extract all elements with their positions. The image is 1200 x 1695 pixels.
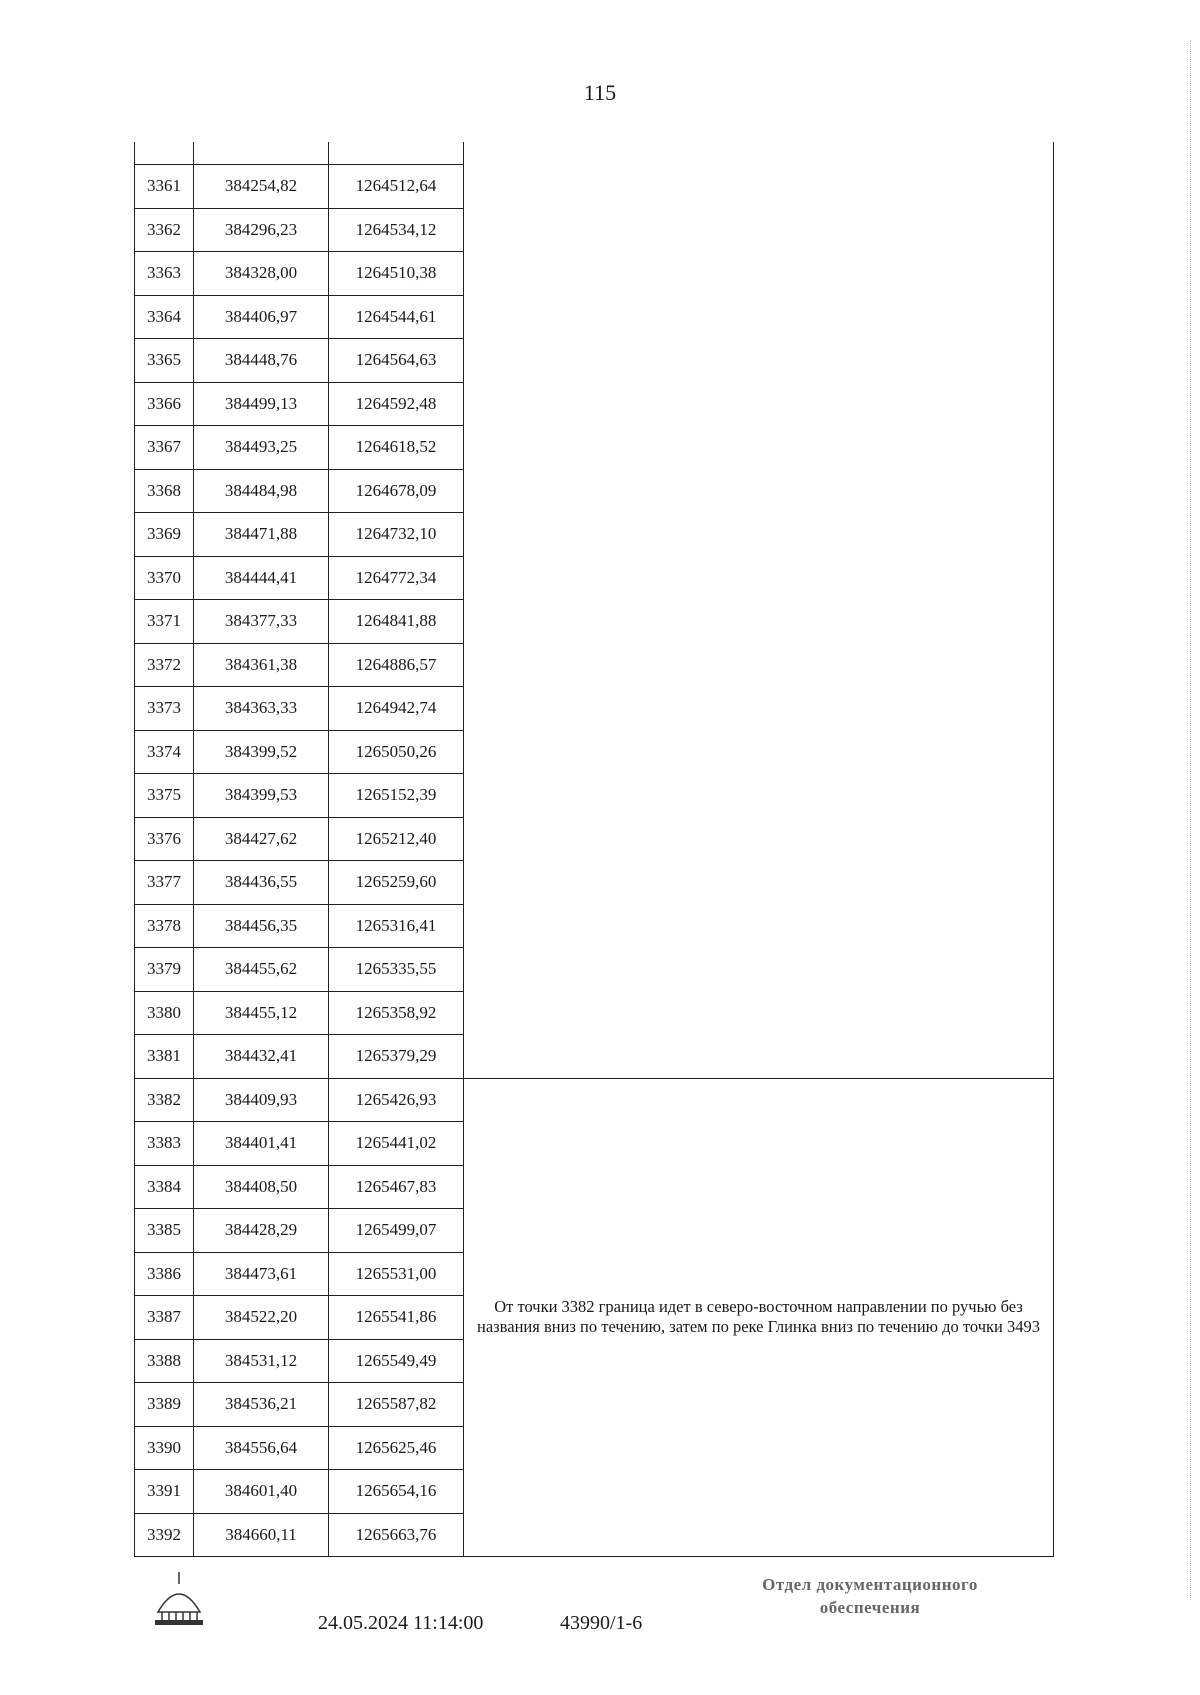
x-coordinate-cell: 384428,29 [194,1209,329,1253]
footer-doc-number: 43990/1-6 [560,1612,643,1634]
x-coordinate-cell: 384660,11 [194,1513,329,1557]
stamp-line-1: Отдел документационного [762,1575,978,1594]
coordinates-table-wrap [134,142,1054,1557]
margin-line [1190,40,1191,1600]
description-cell-empty [464,142,1054,1078]
point-number-cell: 3366 [135,382,194,426]
point-number-cell: 3363 [135,252,194,296]
point-number-cell: 3378 [135,904,194,948]
x-coordinate-cell: 384296,23 [194,208,329,252]
point-number-cell: 3362 [135,208,194,252]
point-number-cell: 3388 [135,1339,194,1383]
x-coordinate-cell: 384401,41 [194,1122,329,1166]
point-number-cell: 3364 [135,295,194,339]
x-coordinate-cell: 384493,25 [194,426,329,470]
page-number: 115 [583,80,617,105]
boundary-description-cell: От точки 3382 граница идет в северо-восточном направлении по ручью без названия вниз по течению, затем по реке Глинка вниз по течению до точки 3493 [464,1078,1054,1557]
x-coordinate-cell: 384444,41 [194,556,329,600]
x-coordinate-cell: 384408,50 [194,1165,329,1209]
y-coordinate-cell: 1265499,07 [329,1209,464,1253]
y-coordinate-cell: 1265441,02 [329,1122,464,1166]
x-coordinate-cell: 384254,82 [194,165,329,209]
y-coordinate-cell: 1265379,29 [329,1035,464,1079]
point-number-cell: 3368 [135,469,194,513]
point-number-cell: 3379 [135,948,194,992]
duma-logo [150,1568,208,1628]
point-number-cell: 3387 [135,1296,194,1340]
x-coordinate-cell: 384406,97 [194,295,329,339]
x-coordinate-cell: 384361,38 [194,643,329,687]
point-number-cell: 3386 [135,1252,194,1296]
y-coordinate-cell: 1265335,55 [329,948,464,992]
y-coordinate-cell: 1265426,93 [329,1078,464,1122]
point-number-cell: 3383 [135,1122,194,1166]
y-coordinate-cell: 1265587,82 [329,1383,464,1427]
x-coordinate-cell: 384473,61 [194,1252,329,1296]
y-coordinate-cell: 1265259,60 [329,861,464,905]
point-number-cell: 3371 [135,600,194,644]
x-coordinate-cell: 384377,33 [194,600,329,644]
y-coordinate-cell: 1264592,48 [329,382,464,426]
department-stamp [720,1574,1020,1620]
x-coordinate-cell: 384436,55 [194,861,329,905]
y-coordinate-cell: 1264942,74 [329,687,464,731]
table-row [135,1078,1054,1122]
point-number-cell: 3392 [135,1513,194,1557]
point-number-cell: 3380 [135,991,194,1035]
x-coordinate-cell: 384456,35 [194,904,329,948]
footer-date: 24.05.2024 11:14:00 [318,1612,484,1634]
x-coordinate-cell: 384484,98 [194,469,329,513]
x-coordinate-cell: 384556,64 [194,1426,329,1470]
x-coordinate-cell: 384399,52 [194,730,329,774]
point-number-cell: 3370 [135,556,194,600]
y-coordinate-cell: 1265654,16 [329,1470,464,1514]
x-coordinate-cell: 384499,13 [194,382,329,426]
point-number-cell: 3384 [135,1165,194,1209]
y-coordinate-cell: 1264534,12 [329,208,464,252]
point-number-cell: 3376 [135,817,194,861]
y-coordinate-cell: 1264678,09 [329,469,464,513]
point-number-cell: 3382 [135,1078,194,1122]
coordinates-table [134,142,1054,1557]
y-coordinate-cell: 1264618,52 [329,426,464,470]
table-top-row [135,142,1054,165]
x-coordinate-cell: 384432,41 [194,1035,329,1079]
x-coordinate-cell: 384399,53 [194,774,329,818]
point-number-cell: 3374 [135,730,194,774]
y-coordinate-cell: 1264510,38 [329,252,464,296]
y-coordinate-cell: 1265531,00 [329,1252,464,1296]
y-coordinate-cell: 1265050,26 [329,730,464,774]
y-coordinate-cell: 1264732,10 [329,513,464,557]
point-number-cell: 3381 [135,1035,194,1079]
y-coordinate-cell: 1265625,46 [329,1426,464,1470]
x-coordinate-cell: 384328,00 [194,252,329,296]
point-number-cell: 3389 [135,1383,194,1427]
y-coordinate-cell: 1264544,61 [329,295,464,339]
y-coordinate-cell: 1265152,39 [329,774,464,818]
y-coordinate-cell: 1265212,40 [329,817,464,861]
point-number-cell: 3377 [135,861,194,905]
point-number-cell: 3375 [135,774,194,818]
x-coordinate-cell: 384531,12 [194,1339,329,1383]
x-coordinate-cell: 384409,93 [194,1078,329,1122]
x-coordinate-cell: 384448,76 [194,339,329,383]
y-coordinate-cell: 1265316,41 [329,904,464,948]
y-coordinate-cell: 1265541,86 [329,1296,464,1340]
x-coordinate-cell: 384363,33 [194,687,329,731]
point-number-cell: 3390 [135,1426,194,1470]
x-coordinate-cell: 384601,40 [194,1470,329,1514]
point-number-cell: 3361 [135,165,194,209]
y-coordinate-cell: 1264772,34 [329,556,464,600]
x-coordinate-cell: 384471,88 [194,513,329,557]
point-number-cell: 3391 [135,1470,194,1514]
point-number-cell: 3369 [135,513,194,557]
y-coordinate-cell: 1265663,76 [329,1513,464,1557]
y-coordinate-cell: 1265358,92 [329,991,464,1035]
stamp-line-2: обеспечения [819,1597,921,1617]
x-coordinate-cell: 384455,12 [194,991,329,1035]
point-number-cell: 3365 [135,339,194,383]
y-coordinate-cell: 1264564,63 [329,339,464,383]
x-coordinate-cell: 384455,62 [194,948,329,992]
x-coordinate-cell: 384427,62 [194,817,329,861]
y-coordinate-cell: 1264886,57 [329,643,464,687]
x-coordinate-cell: 384536,21 [194,1383,329,1427]
y-coordinate-cell: 1264841,88 [329,600,464,644]
x-coordinate-cell: 384522,20 [194,1296,329,1340]
point-number-cell: 3372 [135,643,194,687]
point-number-cell: 3367 [135,426,194,470]
point-number-cell: 3385 [135,1209,194,1253]
y-coordinate-cell: 1265549,49 [329,1339,464,1383]
point-number-cell: 3373 [135,687,194,731]
y-coordinate-cell: 1264512,64 [329,165,464,209]
y-coordinate-cell: 1265467,83 [329,1165,464,1209]
